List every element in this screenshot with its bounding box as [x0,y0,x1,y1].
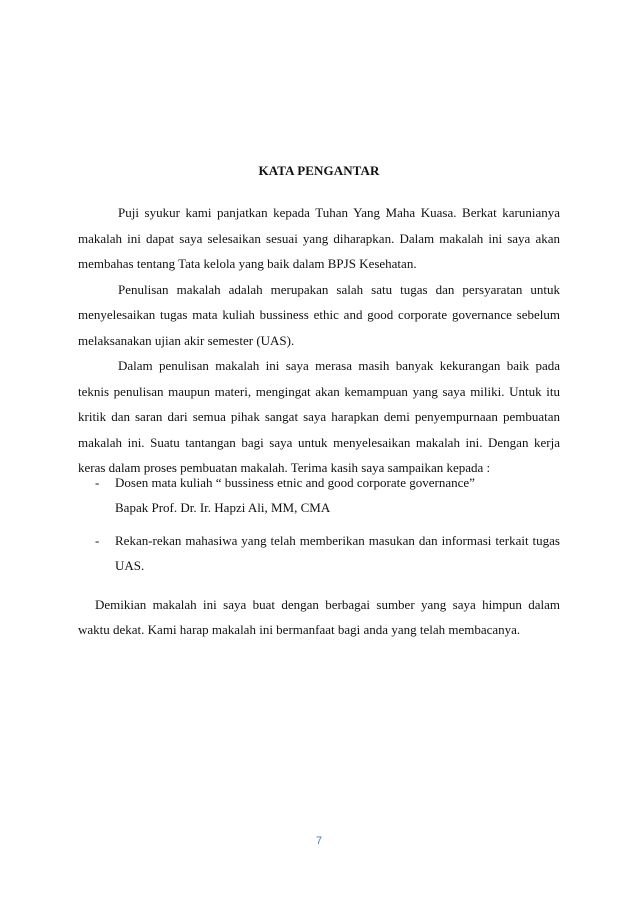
page-title: KATA PENGANTAR [258,163,380,178]
list-bullet: - [95,475,100,490]
list-bullet: - [95,533,100,548]
list-item-content [115,528,560,578]
list-item-text: Dosen mata kuliah “ bussiness etnic and good corporate governance” [115,475,475,490]
paragraph-acknowledgement: Dalam penulisan makalah ini saya merasa masih banyak kekurangan baik pada teknis penulisan maupun materi, mengingat akan kemampuan yang saya miliki. Untuk itu kritik dan saran dari semua pihak sangat saya harapkan demi penyempurnaan pembuatan makalah ini. Suatu tantangan bagi saya untuk menyelesaikan makalah ini. Dengan kerja keras dalam proses pembuatan makalah. Terima kasih saya sampaikan kepada : [78,358,560,475]
paragraph-purpose: Penulisan makalah adalah merupakan salah satu tugas dan persyaratan untuk menyelesaikan tugas mata kuliah bussiness ethic and good corporate governance sebelum melaksanakan ujian akir semester (UAS). [78,281,560,348]
list-item-content [115,470,560,520]
list-item-text: Rekan-rekan mahasiwa yang telah memberikan masukan dan informasi terkait tugas UAS. [115,533,560,573]
paragraph-intro: Puji syukur kami panjatkan kepada Tuhan Yang Maha Kuasa. Berkat karunianya makalah ini dapat saya selesaikan sesuai yang diharapkan. Dalam makalah ini saya akan membahas tentang Tata kelola yang baik dalam BPJS Kesehatan. [78,205,560,271]
page-number: 7 [315,835,323,847]
list-item [78,528,560,578]
list-item-subtext: Bapak Prof. Dr. Ir. Hapzi Ali, MM, CMA [115,500,331,515]
list-item [78,470,560,520]
body-text [78,200,560,481]
closing-paragraph: Demikian makalah ini saya buat dengan berbagai sumber yang saya himpun dalam waktu dekat. Kami harap makalah ini bermanfaat bagi anda yang telah membacanya. [78,597,560,637]
thanks-list [78,470,560,578]
